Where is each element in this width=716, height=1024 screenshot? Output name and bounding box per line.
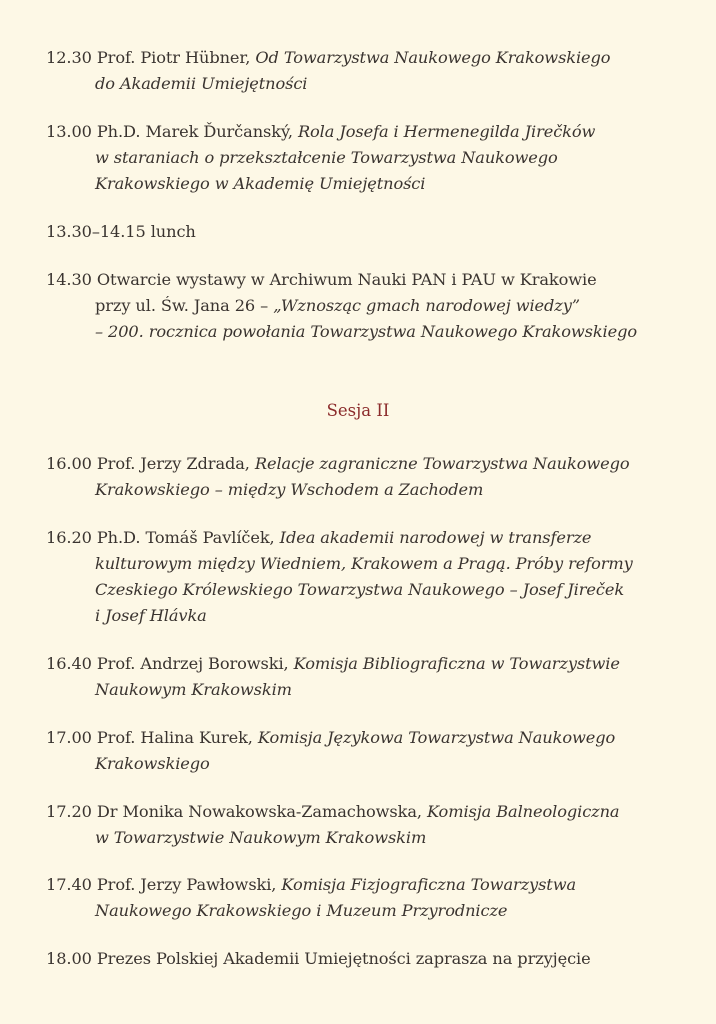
program-entry	[46, 872, 686, 924]
entry-title: – 200. rocznica powołania Towarzystwa Naukowego Krakowskiego	[95, 322, 638, 341]
program-entry	[46, 725, 686, 777]
entry-title: Naukowego Krakowskiego i Muzeum Przyrodnicze	[95, 901, 508, 920]
entry-speaker: Prof. Jerzy Pawłowski,	[96, 875, 277, 894]
entry-title: Komisja Balneologiczna	[427, 802, 620, 821]
entry-speaker: Prof. Andrzej Borowski,	[96, 654, 289, 673]
entry-text: Prezes Polskiej Akademii Umiejętności zaprasza na przyjęcie	[96, 949, 591, 968]
entry-title: „Wznosząc gmach narodowej wiedzy”	[273, 296, 580, 315]
entry-title: w Towarzystwie Naukowym Krakowskim	[95, 828, 427, 847]
entry-title: Idea akademii narodowej w transferze	[279, 528, 592, 547]
entry-text: Otwarcie wystawy w Archiwum Nauki PAN i PAU w Krakowie	[96, 270, 597, 289]
program-entry	[46, 799, 686, 851]
entry-time: 17.20	[46, 802, 92, 821]
entry-time: 13.00	[46, 122, 92, 141]
entry-time: 18.00	[46, 949, 92, 968]
entry-speaker: Prof. Jerzy Zdrada,	[96, 454, 250, 473]
entry-title: Krakowskiego	[95, 754, 210, 773]
program-entry	[46, 525, 686, 629]
entry-title: Komisja Językowa Towarzystwa Naukowego	[257, 728, 616, 747]
program-entry	[46, 119, 686, 197]
entry-title: kulturowym między Wiedniem, Krakowem a Pragą. Próby reformy	[95, 554, 633, 573]
entry-time: 12.30	[46, 48, 92, 67]
entry-time: 17.40	[46, 875, 92, 894]
entry-speaker: Prof. Piotr Hübner,	[96, 48, 251, 67]
entry-title: Komisja Bibliograficzna w Towarzystwie	[293, 654, 620, 673]
session-heading: Sesja II	[326, 401, 390, 420]
entry-title: Czeskiego Królewskiego Towarzystwa Naukowego – Josef Jireček	[95, 580, 625, 599]
entry-text: przy ul. Św. Jana 26 –	[95, 296, 269, 315]
entry-title: Krakowskiego w Akademię Umiejętności	[95, 174, 426, 193]
entry-time: 14.30	[46, 270, 92, 289]
entry-text: lunch	[150, 222, 196, 241]
program-entry	[46, 45, 686, 97]
entry-title: do Akademii Umiejętności	[95, 74, 308, 93]
entry-speaker: Ph.D. Marek Ďurčanský,	[96, 122, 293, 141]
entry-title: w staraniach o przekształcenie Towarzystwa Naukowego	[95, 148, 558, 167]
program-entry	[46, 451, 686, 503]
program-entry	[46, 267, 686, 345]
entry-title: Komisja Fizjograficzna Towarzystwa	[281, 875, 577, 894]
entry-title: Naukowym Krakowskim	[95, 680, 292, 699]
entry-title: Krakowskiego – między Wschodem a Zachodem	[95, 480, 484, 499]
entry-time: 16.20	[46, 528, 92, 547]
program-entry	[46, 219, 686, 245]
entry-time: 17.00	[46, 728, 92, 747]
entry-time: 16.40	[46, 654, 92, 673]
program-entry	[46, 651, 686, 703]
entry-title: Od Towarzystwa Naukowego Krakowskiego	[255, 48, 611, 67]
entry-time: 13.30–14.15	[46, 222, 146, 241]
entry-title: i Josef Hlávka	[95, 606, 207, 625]
entry-speaker: Prof. Halina Kurek,	[96, 728, 253, 747]
entry-title: Relacje zagraniczne Towarzystwa Naukowego	[254, 454, 630, 473]
entry-speaker: Dr Monika Nowakowska-Zamachowska,	[96, 802, 422, 821]
entry-title: Rola Josefa i Hermenegilda Jirečków	[297, 122, 596, 141]
entry-time: 16.00	[46, 454, 92, 473]
program-entry	[46, 946, 686, 972]
entry-speaker: Ph.D. Tomáš Pavlíček,	[96, 528, 275, 547]
